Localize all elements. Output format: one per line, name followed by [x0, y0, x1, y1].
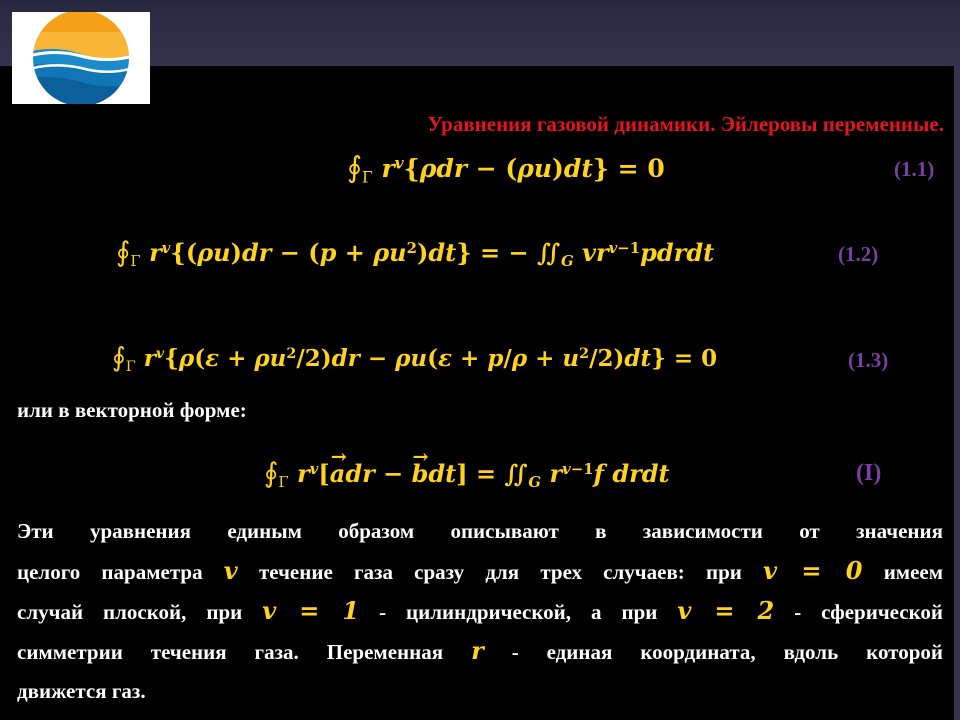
paragraph-line: Эти уравнения единым образом описывают в зависимости от значения — [17, 519, 943, 543]
equation-I: $∮_\Gamma$ $r^v[\to$ adr − → $bdt] = ∬_G$ $r^{v-1}f$ drdt — [264, 456, 670, 491]
paragraph-line: случай плоской, при v = 1 - цилиндрической, а при v = 2 - сферической — [17, 596, 943, 625]
equation-number: (1.3) — [848, 348, 889, 372]
sun-wave-logo-icon — [12, 12, 150, 104]
equation-1-2: $∮_\Gamma$ $r^v\{(\rho u)dr - (p + \rho u^2)dt\}$ = − $∬_G$ $vr^{v-1}pdrdt$ — [116, 235, 715, 271]
description-paragraph — [17, 511, 943, 711]
equation-number: (1.2) — [838, 242, 879, 266]
equation-number: (1.1) — [894, 157, 935, 181]
side-band — [954, 66, 960, 720]
logo — [12, 12, 150, 104]
slide-title: Уравнения газовой динамики. Эйлеровы переменные. — [427, 112, 944, 136]
paragraph-line: движется газ. — [17, 679, 146, 703]
paragraph-line: целого параметра v течение газа сразу для трех случаев: при v = 0 имеем — [17, 556, 944, 585]
paragraph-line: симметрии течения газа. Переменная r - единая координата, вдоль которой — [17, 636, 943, 665]
equation-1-1: $∮_\Gamma$ $r^v\{\rho dr - (\rho u)dt\} = 0$ — [347, 150, 665, 187]
equation-number: (I) — [856, 460, 882, 486]
equation-1-3: $∮_\Gamma$ $r^v\{\rho(\varepsilon + \rho u^2/2)dr - \rho u(\varepsilon + p/\rho + u^2/2)dt\} = 0$ — [112, 342, 718, 375]
vector-form-label: или в векторной форме: — [17, 398, 247, 422]
